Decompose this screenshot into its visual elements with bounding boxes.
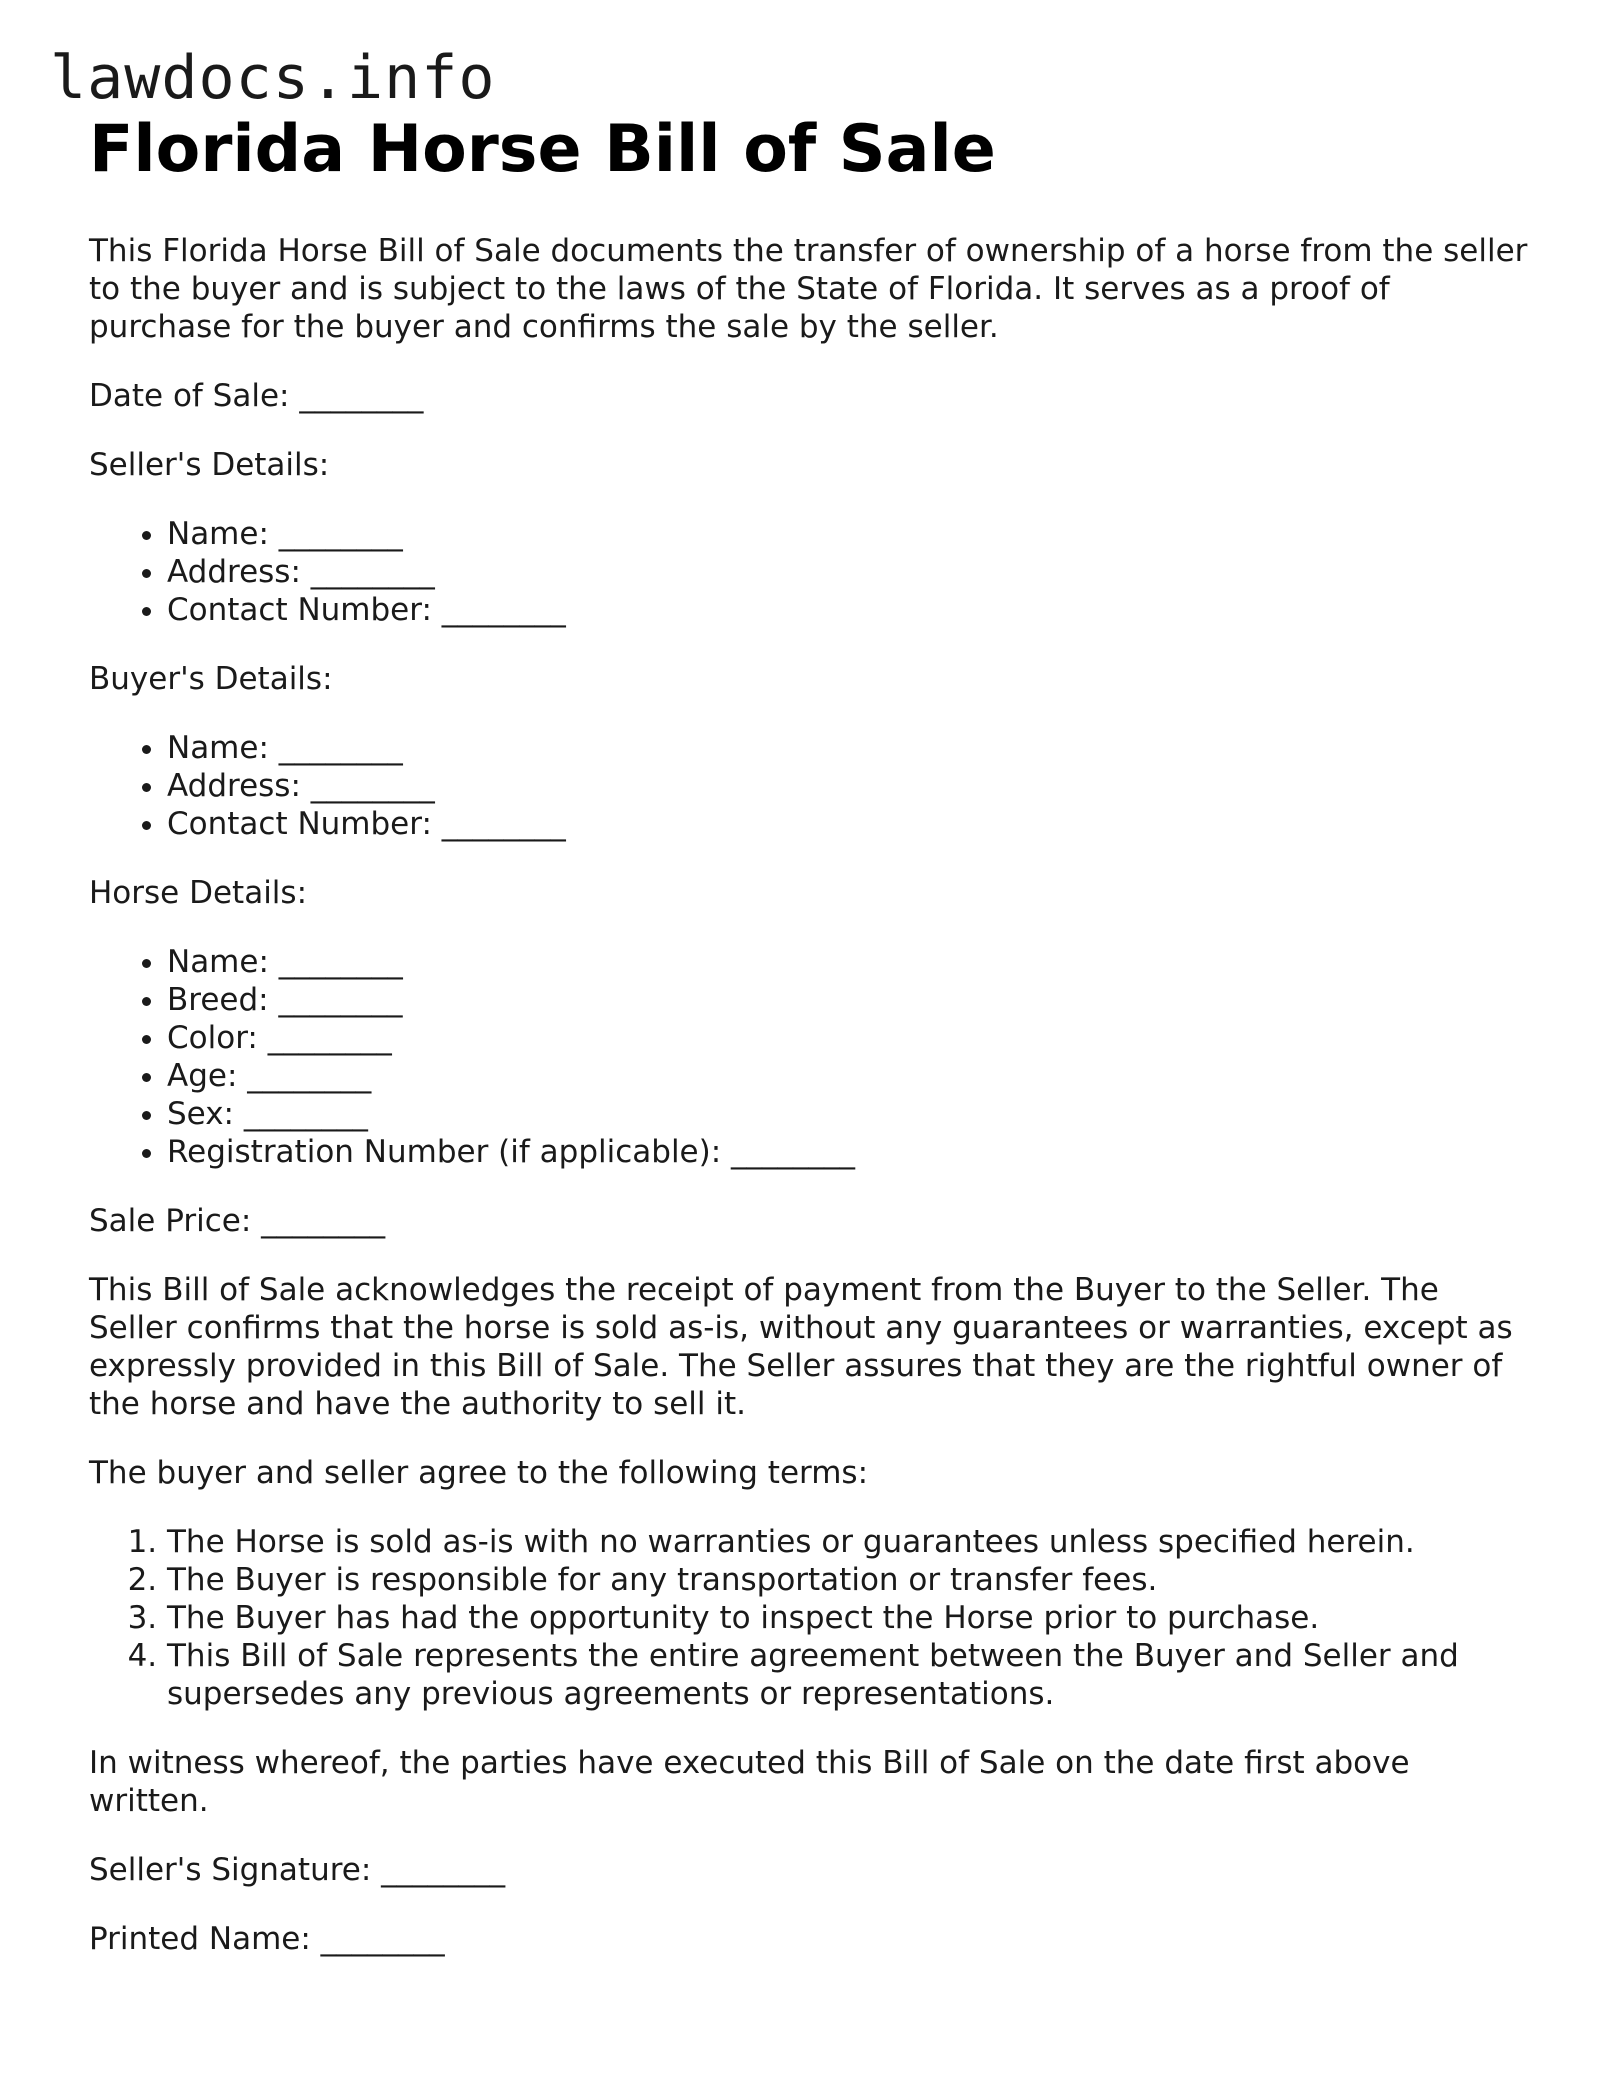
buyer-details-heading: Buyer's Details: xyxy=(89,661,333,697)
horse-details-list xyxy=(89,943,1529,1171)
terms-intro: The buyer and seller agree to the following terms: xyxy=(89,1455,869,1491)
seller-details-list xyxy=(89,515,1529,629)
document-body xyxy=(89,110,1529,1958)
date-of-sale-field: Date of Sale: ________ xyxy=(89,378,424,414)
terms-list xyxy=(89,1523,1529,1713)
horse-details-heading: Horse Details: xyxy=(89,875,308,911)
term-item: 4. This Bill of Sale represents the entire agreement between the Buyer and Seller and supersedes any previous agreements or representations. xyxy=(167,1637,1529,1713)
witness-paragraph: In witness whereof, the parties have executed this Bill of Sale on the date first above written. xyxy=(89,1745,1410,1819)
seller-contact-field: • Contact Number: ________ xyxy=(167,591,1529,629)
acknowledgement-paragraph: This Bill of Sale acknowledges the receipt of payment from the Buyer to the Seller. The Seller confirms that the horse is sold as-is, without any guarantees or warranties, except as expressly provided in this Bill of Sale. The Seller assures that they are the rightful owner of the horse and have the authority to sell it. xyxy=(89,1272,1513,1422)
horse-age-field: • Age: ________ xyxy=(167,1057,1529,1095)
buyer-details-list xyxy=(89,729,1529,843)
seller-signature-field: Seller's Signature: ________ xyxy=(89,1852,506,1888)
seller-address-field: • Address: ________ xyxy=(167,553,1529,591)
horse-breed-field: • Breed: ________ xyxy=(167,981,1529,1019)
horse-name-field: • Name: ________ xyxy=(167,943,1529,981)
seller-details-heading: Seller's Details: xyxy=(89,447,330,483)
buyer-address-field: • Address: ________ xyxy=(167,767,1529,805)
sale-price-field: Sale Price: ________ xyxy=(89,1203,386,1239)
site-name: lawdocs.info xyxy=(50,43,496,113)
document-title: Florida Horse Bill of Sale xyxy=(89,112,996,187)
term-item: 3. The Buyer has had the opportunity to inspect the Horse prior to purchase. xyxy=(167,1599,1529,1637)
intro-paragraph: This Florida Horse Bill of Sale documents the transfer of ownership of a horse from the seller to the buyer and is subject to the laws of the State of Florida. It serves as a proof of purchase for the buyer and confirms the sale by the seller. xyxy=(89,233,1528,345)
horse-sex-field: • Sex: ________ xyxy=(167,1095,1529,1133)
horse-color-field: • Color: ________ xyxy=(167,1019,1529,1057)
horse-registration-field: • Registration Number (if applicable): ________ xyxy=(167,1133,1529,1171)
term-item: 1. The Horse is sold as-is with no warranties or guarantees unless specified herein. xyxy=(167,1523,1529,1561)
seller-name-field: • Name: ________ xyxy=(167,515,1529,553)
buyer-contact-field: • Contact Number: ________ xyxy=(167,805,1529,843)
term-item: 2. The Buyer is responsible for any transportation or transfer fees. xyxy=(167,1561,1529,1599)
buyer-name-field: • Name: ________ xyxy=(167,729,1529,767)
printed-name-field: Printed Name: ________ xyxy=(89,1921,445,1957)
